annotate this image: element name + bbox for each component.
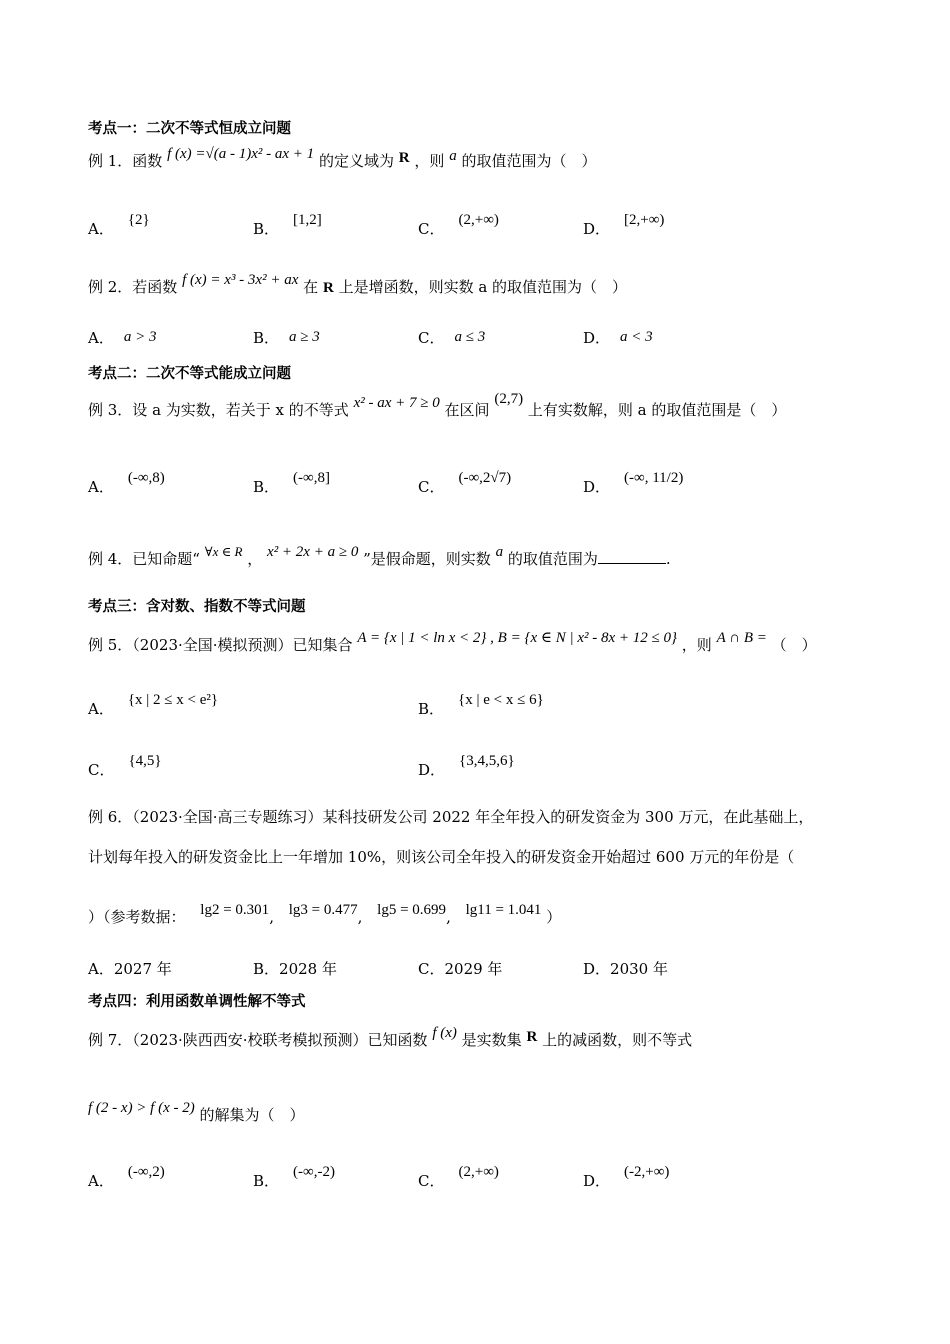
ex3-mid: 在区间	[444, 401, 490, 419]
ex4-mid: ”是假命题，则实数	[363, 550, 491, 568]
ex1-option-b[interactable]: B． [1,2]	[253, 212, 322, 238]
ex2-R: R	[322, 280, 334, 296]
ex5-option-b[interactable]: B． {x | e < x ≤ 6}	[418, 692, 544, 718]
ex1-option-c[interactable]: C． (2,+∞)	[418, 212, 499, 238]
ex5-formula2: A ∩ B =	[716, 630, 767, 646]
example-5-question	[88, 630, 817, 657]
ex2-option-d[interactable]: D． a < 3	[583, 329, 653, 347]
ex7-R: R	[526, 1029, 538, 1045]
ex6-option-c[interactable]: C．2029 年	[418, 960, 503, 978]
ex1-suffix: 的取值范围为（ ）	[461, 152, 597, 170]
ex5-prefix: 例 5．（2023·全国·模拟预测）已知集合	[88, 636, 353, 654]
ex6-line3-prefix: ）（参考数据：	[88, 908, 186, 926]
ex7-formula: f (2 - x) > f (x - 2)	[88, 1100, 195, 1116]
ex1-mid2: ，则	[414, 152, 445, 170]
ex2-formula: f (x) = x³ - 3x² + ax	[182, 272, 299, 288]
ex3-option-d[interactable]: D． (-∞, 11/2)	[583, 470, 684, 496]
ex5-option-a[interactable]: A． {x | 2 ≤ x < e²}	[88, 692, 219, 718]
ex1-option-d[interactable]: D． [2,+∞)	[583, 212, 665, 238]
ex6-line3-suffix: ）	[546, 908, 562, 926]
ex5-option-c[interactable]: C． {4,5}	[88, 753, 162, 779]
ex3-option-a[interactable]: A． (-∞,8)	[88, 470, 165, 496]
ex7-option-d[interactable]: D． (-2,+∞)	[583, 1164, 670, 1190]
ex6-option-d[interactable]: D．2030 年	[583, 960, 668, 978]
ex1-formula: f (x) =√(a - 1)x² - ax + 1	[167, 146, 315, 162]
ex4-p2: x² + 2x + a ≥ 0	[267, 544, 359, 560]
ex1-R: R	[398, 150, 410, 166]
ex6-ref-lg11: lg11 = 1.041	[465, 902, 542, 918]
ex1-mid: 的定义域为	[318, 152, 394, 170]
ex7-option-c[interactable]: C． (2,+∞)	[418, 1164, 499, 1190]
ex4-p1: ∀x ∈ R	[204, 544, 243, 559]
ex2-suffix: 上是增函数，则实数 a 的取值范围为（ ）	[338, 278, 628, 296]
ex7-fx: f (x)	[432, 1025, 457, 1041]
example-1-question	[88, 146, 597, 173]
ex5-mid: ，则	[681, 636, 712, 654]
ex5-formula: A = {x | 1 < ln x < 2} , B = {x ∈ N | x² - 8x + 12 ≤ 0}	[357, 630, 678, 646]
ex6-ref-lg2: lg2 = 0.301	[200, 902, 270, 918]
section-heading-1: 考点一：二次不等式恒成立问题	[88, 121, 291, 137]
ex3-formula: x² - ax + 7 ≥ 0	[353, 395, 440, 411]
example-6-line-2: 计划每年投入的研发资金比上一年增加 10%，则该公司全年投入的研发资金开始超过 600 万元的年份是（	[88, 848, 795, 866]
ex4-suffix: 的取值范围为	[507, 550, 598, 568]
example-3-question	[88, 391, 787, 422]
ex7-suffix2: 的解集为（ ）	[199, 1106, 305, 1124]
ex3-option-c[interactable]: C． (-∞,2√7)	[418, 470, 512, 496]
ex1-a: a	[449, 148, 457, 164]
ex2-option-a[interactable]: A． a > 3	[88, 329, 157, 347]
ex2-option-c[interactable]: C． a ≤ 3	[418, 329, 486, 347]
ex2-option-b[interactable]: B． a ≥ 3	[253, 329, 320, 347]
section-heading-3: 考点三：含对数、指数不等式问题	[88, 599, 306, 615]
ex1-option-a[interactable]: A． {2}	[88, 212, 150, 238]
ex4-answer-blank[interactable]	[598, 549, 666, 564]
ex5-suffix: （ ）	[771, 636, 817, 654]
ex6-ref-lg5: lg5 = 0.699	[377, 902, 447, 918]
example-7-question	[88, 1025, 693, 1052]
ex4-end: .	[665, 550, 671, 568]
example-6-line-3: ）（参考数据： lg2 = 0.301, lg3 = 0.477, lg5 = 0.699, lg11 = 1.041 ）	[88, 902, 562, 926]
ex4-a: a	[495, 544, 504, 560]
example-6-line-1: 例 6．（2023·全国·高三专题练习）某科技研发公司 2022 年全年投入的研发资金为 300 万元，在此基础上，	[88, 808, 814, 826]
example-7-line-2	[88, 1100, 305, 1127]
ex7-option-a[interactable]: A． (-∞,2)	[88, 1164, 165, 1190]
ex7-prefix: 例 7．（2023·陕西西安·校联考模拟预测）已知函数	[88, 1031, 428, 1049]
ex5-option-d[interactable]: D． {3,4,5,6}	[418, 753, 515, 779]
example-4-question	[88, 544, 671, 571]
ex4-comma: ，	[247, 550, 263, 568]
ex3-prefix: 例 3．设 a 为实数，若关于 x 的不等式	[88, 401, 349, 419]
section-heading-4: 考点四：利用函数单调性解不等式	[88, 994, 306, 1010]
ex2-mid: 在	[303, 278, 319, 296]
ex2-prefix: 例 2．若函数	[88, 278, 178, 296]
ex3-suffix: 上有实数解，则 a 的取值范围是（ ）	[527, 401, 787, 419]
ex3-option-b[interactable]: B． (-∞,8]	[253, 470, 330, 496]
ex6-option-b[interactable]: B．2028 年	[253, 960, 337, 978]
ex7-mid: 是实数集	[461, 1031, 522, 1049]
ex6-ref-lg3: lg3 = 0.477	[288, 902, 358, 918]
ex6-option-a[interactable]: A．2027 年	[88, 960, 172, 978]
ex1-prefix: 例 1．函数	[88, 152, 163, 170]
ex7-option-b[interactable]: B． (-∞,-2)	[253, 1164, 335, 1190]
ex3-interval: (2,7)	[494, 391, 524, 407]
ex4-prefix: 例 4．已知命题“	[88, 550, 200, 568]
ex7-suffix: 上的减函数，则不等式	[542, 1031, 693, 1049]
example-2-question	[88, 272, 628, 299]
section-heading-2: 考点二：二次不等式能成立问题	[88, 366, 291, 382]
